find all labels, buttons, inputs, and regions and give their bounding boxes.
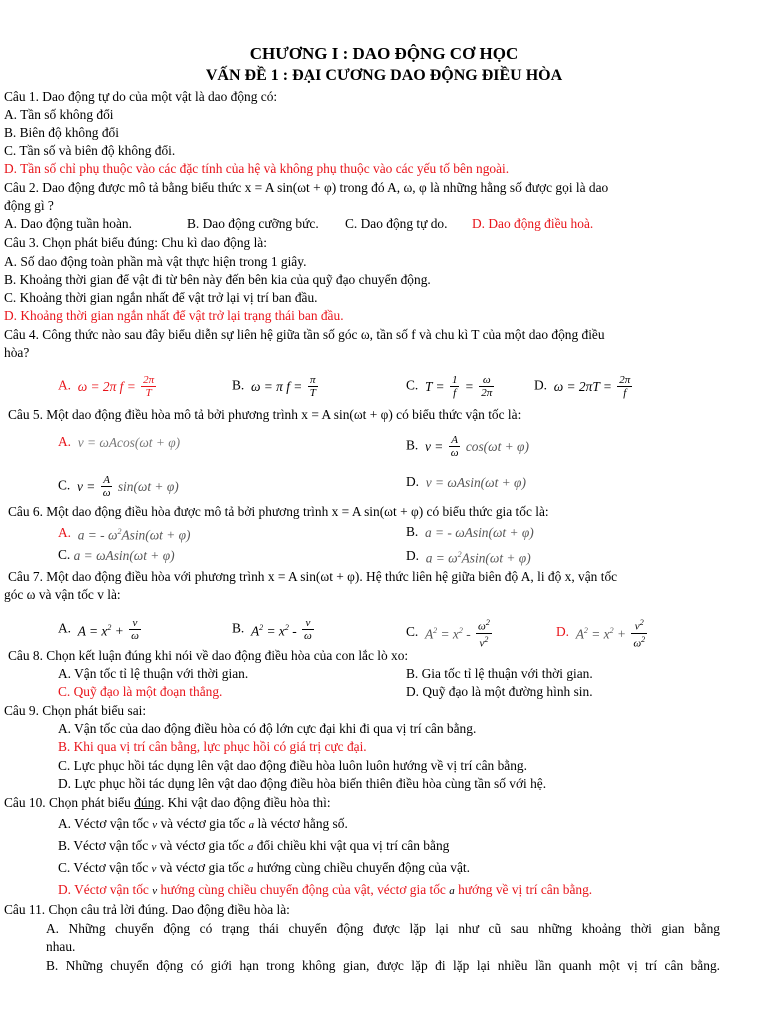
question-4-option-c: C. T = $\frac{1}{f}$ = $\frac{\omega}{2\pi}$: [406, 374, 493, 399]
fraction: $\frac{A}{\omega}$: [450, 434, 459, 459]
question-2-option-b: B. Dao động cưỡng bức.: [187, 216, 319, 231]
formula-acceleration: a = - ωAsin(ωt + φ): [421, 524, 534, 540]
question-4-option-d: [534, 374, 634, 399]
question-9-option-a: A. Vận tốc của dao động điều hòa có độ lớn cực đại khi đi qua vị trí cân bằng.: [58, 721, 477, 736]
formula-omega-2piT: ω = 2πT =: [550, 378, 612, 394]
velocity-vector-symbol: v: [151, 841, 157, 853]
question-6-option-b: [406, 524, 534, 541]
option-label: C.: [406, 377, 419, 393]
question-11-option-b: B. Những chuyển động có giới hạn trong không gian, được lặp đi lặp lại nhiều lần quanh một vị trí cân bằng.: [46, 958, 720, 973]
underlined-word: đúng: [134, 795, 161, 810]
option-label: D.: [406, 547, 420, 563]
option-label: A.: [58, 620, 72, 636]
question-9-option-d: D. Lực phục hồi tác dụng lên vật dao động điều hòa biến thiên điều hòa cùng tần số với hệ.: [58, 776, 547, 791]
acceleration-vector-symbol: a: [449, 885, 455, 897]
question-5-option-b: B. v = $\frac{A}{\omega}$ cos(ωt + φ): [406, 434, 529, 459]
formula-velocity: v =: [421, 438, 444, 454]
question-5-option-d: [406, 474, 526, 491]
question-7-option-a: [58, 617, 143, 642]
option-label: B.: [406, 524, 419, 539]
question-2-stem: Câu 2. Dao động được mô tả bằng biểu thức x = A sin(ωt + φ) trong đó A, ω, φ là những hằng số được gọi là dao: [4, 180, 609, 195]
fraction: $\frac{\pi}{T}$: [309, 374, 316, 399]
question-5-option-a-answer: [58, 434, 180, 451]
option-label: A.: [58, 434, 72, 449]
question-3-option-a: A. Số dao động toàn phần mà vật thực hiện trong 1 giây.: [4, 254, 307, 269]
acceleration-vector-symbol: a: [247, 841, 254, 853]
question-11-stem: Câu 11. Chọn câu trả lời đúng. Dao động điều hòa là:: [4, 902, 290, 917]
option-label: D.: [406, 474, 420, 489]
question-10-option-c: C. Véctơ vận tốc v và véctơ gia tốc a hướng cùng chiều chuyển động của vật.: [58, 860, 470, 875]
question-2-option-c: C. Dao động tự do.: [345, 216, 448, 231]
formula-amplitude: $A^2 = x^2$ -: [247, 622, 297, 639]
question-9-option-c: C. Lực phục hồi tác dụng lên vật dao động điều hòa luôn luôn hướng về vị trí cân bằng.: [58, 758, 527, 773]
question-10-option-a: A. Véctơ vận tốc v và véctơ gia tốc a là véctơ hằng số.: [58, 816, 348, 831]
question-2-option-a: A. Dao động tuần hoàn.: [4, 216, 132, 231]
question-3-option-c: C. Khoảng thời gian ngắn nhất để vật trở lại vị trí ban đầu.: [4, 290, 318, 305]
option-label: D.: [534, 377, 548, 393]
fraction: $\frac{\omega}{2\pi}$: [481, 374, 493, 399]
question-3-stem: Câu 3. Chọn phát biểu đúng: Chu kì dao động là:: [4, 235, 267, 250]
question-1-option-a: A. Tần số không đổi: [4, 107, 114, 122]
fraction: $\frac{v}{\omega}$: [304, 617, 312, 642]
question-1-option-b: B. Biên độ không đổi: [4, 125, 119, 140]
question-7-stem: Câu 7. Một dao động điều hòa với phương trình x = A sin(ωt + φ). Hệ thức liên hệ giữa biên độ A, li độ x, vận tốc: [8, 569, 618, 584]
formula-velocity: v = ωAsin(ωt + φ): [422, 474, 526, 490]
section-title: VẤN ĐỀ 1 : ĐẠI CƯƠNG DAO ĐỘNG ĐIỀU HÒA: [205, 67, 563, 84]
question-5-stem: Câu 5. Một dao động điều hòa mô tả bởi phương trình x = A sin(ωt + φ) có biểu thức vận tốc là:: [8, 407, 522, 422]
acceleration-vector-symbol: a: [247, 863, 254, 875]
fraction: $\frac{\omega^2}{v^2}$: [478, 618, 490, 650]
question-10-option-b: B. Véctơ vận tốc v và véctơ gia tốc a đổi chiều khi vật qua vị trí cân bằng: [58, 838, 450, 853]
fraction: $\frac{2\pi}{T}$: [143, 374, 155, 399]
formula-omega-2pif: ω = 2π f =: [74, 378, 136, 394]
formula-omega-pif: ω = π f =: [247, 378, 303, 394]
question-2-stem-cont: động gì ?: [4, 198, 54, 213]
velocity-vector-symbol: v: [151, 863, 157, 875]
question-8-option-b: B. Gia tốc tỉ lệ thuận với thời gian.: [406, 666, 593, 681]
question-1-stem: Câu 1. Dao động tự do của một vật là dao động có:: [4, 89, 278, 104]
formula-acceleration: $a = \omega^2Asin(\omega t + \varphi)$: [422, 550, 531, 566]
velocity-vector-symbol: v: [152, 885, 158, 897]
acceleration-vector-symbol: a: [248, 819, 255, 831]
option-label: A.: [58, 524, 72, 540]
question-11-option-a-cont: nhau.: [46, 939, 76, 954]
formula-velocity: v =: [73, 478, 96, 494]
question-4-stem-cont: hòa?: [4, 345, 30, 360]
question-7-option-d-answer: [556, 617, 649, 649]
option-label: C.: [58, 547, 71, 562]
formula-T: T =: [421, 378, 445, 394]
question-6-option-d: [406, 547, 531, 566]
formula-amplitude: $A^2 = x^2$ +: [572, 626, 626, 642]
option-label: C.: [58, 477, 71, 493]
question-6-option-a-answer: [58, 524, 190, 543]
question-4-option-b: [232, 374, 320, 399]
option-label: B.: [232, 620, 245, 636]
question-7-option-c: [406, 617, 494, 649]
question-7-stem-cont: góc ω và vận tốc v là:: [4, 587, 121, 602]
velocity-vector-symbol: v: [152, 819, 158, 831]
question-11-option-a: A. Những chuyển động có trạng thái chuyển động được lặp lại như cũ sau những khoảng thời gian bằng: [46, 921, 720, 936]
question-1-option-c: C. Tần số và biên độ không đổi.: [4, 143, 176, 158]
question-8-option-c-answer: C. Quỹ đạo là một đoạn thẳng.: [58, 684, 223, 699]
question-3-option-d-answer: D. Khoảng thời gian ngắn nhất để vật trở lại trạng thái ban đầu.: [4, 308, 344, 323]
question-2-option-d-answer: D. Dao động điều hoà.: [472, 216, 594, 231]
question-7-option-b: [232, 617, 316, 642]
chapter-title: CHƯƠNG I : DAO ĐỘNG CƠ HỌC: [249, 44, 519, 63]
formula-acceleration: a = ωAsin(ωt + φ): [73, 547, 175, 563]
question-4-option-a-answer: [58, 374, 158, 399]
question-1-option-d-answer: D. Tần số chỉ phụ thuộc vào các đặc tính của hệ và không phụ thuộc vào các yếu tố bên ngoài.: [4, 161, 510, 176]
option-label: A.: [58, 377, 72, 393]
question-8-option-a: A. Vận tốc tỉ lệ thuận với thời gian.: [58, 666, 249, 681]
question-10-option-d-answer: D. Véctơ vận tốc v hướng cùng chiều chuyển động của vật, véctơ gia tốc a hướng về vị trí cân bằng.: [58, 882, 593, 897]
question-5-option-c: C. v = $\frac{A}{\omega}$ sin(ωt + φ): [58, 474, 179, 499]
fraction: $\frac{2\pi}{f}$: [619, 374, 631, 399]
question-8-option-d: D. Quỹ đạo là một đường hình sin.: [406, 684, 593, 699]
question-6-stem: Câu 6. Một dao động điều hòa được mô tả bởi phương trình x = A sin(ωt + φ) có biểu thức gia tốc là:: [8, 504, 549, 519]
option-label: C.: [406, 624, 419, 640]
formula-amplitude: $A^2 = x^2$ -: [421, 626, 471, 642]
formula-amplitude: $A = x^2$ +: [74, 622, 124, 639]
question-9-stem: Câu 9. Chọn phát biểu sai:: [4, 703, 147, 718]
formula-velocity: v = ωAcos(ωt + φ): [74, 434, 181, 450]
question-9-option-b-answer: B. Khi qua vị trí cân bằng, lực phục hồi có giá trị cực đại.: [58, 739, 367, 754]
fraction: $\frac{v^2}{\omega^2}$: [633, 618, 646, 650]
question-10-stem: Câu 10. Chọn phát biểu đúng. Khi vật dao động điều hòa thì:: [4, 795, 331, 810]
question-6-option-c: [58, 547, 175, 564]
fraction: $\frac{v}{\omega}$: [131, 617, 139, 642]
formula-acceleration: a = - $\omega^2Asin(\omega t + \varphi)$: [74, 527, 191, 543]
question-8-stem: Câu 8. Chọn kết luận đúng khi nói về dao động điều hòa của con lắc lò xo:: [8, 648, 409, 663]
option-label: B.: [406, 437, 419, 453]
question-4-stem: Câu 4. Công thức nào sau đây biểu diễn sự liên hệ giữa tần số góc ω, tần số f và chu kì T của một dao động điều: [4, 327, 605, 342]
option-label: B.: [232, 377, 245, 393]
fraction: $\frac{A}{\omega}$: [102, 474, 111, 499]
question-3-option-b: B. Khoảng thời gian để vật đi từ bên này đến bên kia của quỹ đạo chuyển động.: [4, 272, 431, 287]
option-label: D.: [556, 624, 570, 640]
fraction: $\frac{1}{f}$: [451, 374, 458, 399]
